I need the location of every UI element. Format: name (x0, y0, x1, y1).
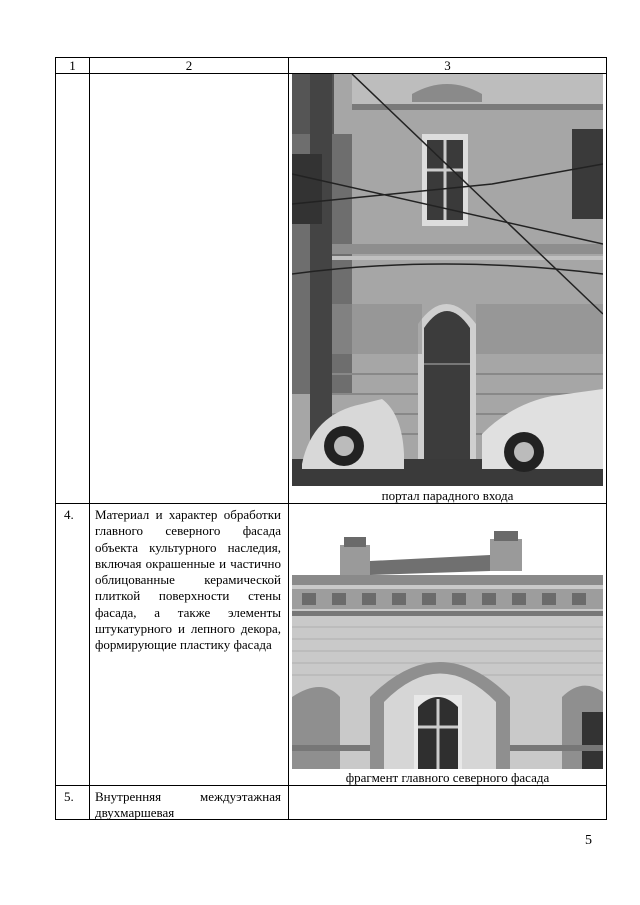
row-3-number: 5. (64, 789, 74, 804)
header-col-1: 1 (69, 58, 76, 73)
facade-portal-photo (292, 74, 603, 486)
row-2-number: 4. (64, 507, 74, 522)
header-col-3: 3 (444, 58, 451, 73)
header-col-2: 2 (185, 58, 193, 73)
row-1-photo-caption: портал парадного входа (381, 488, 514, 503)
north-facade-fragment-photo (292, 527, 603, 769)
row-3-description: Внутренняя междуэтажная двухмаршевая (95, 789, 281, 821)
row-2-description: Материал и характер обработки главного северного фасада объекта культурного наследия, включая окрашенные и частично облицованные керамической плиткой поверхности стены фасада, а также элементы штукатурного и лепного декора, формирующие пластику фасада (95, 507, 281, 653)
row-2-photo-caption: фрагмент главного северного фасада (345, 770, 550, 785)
page-number: 5 (585, 833, 592, 848)
